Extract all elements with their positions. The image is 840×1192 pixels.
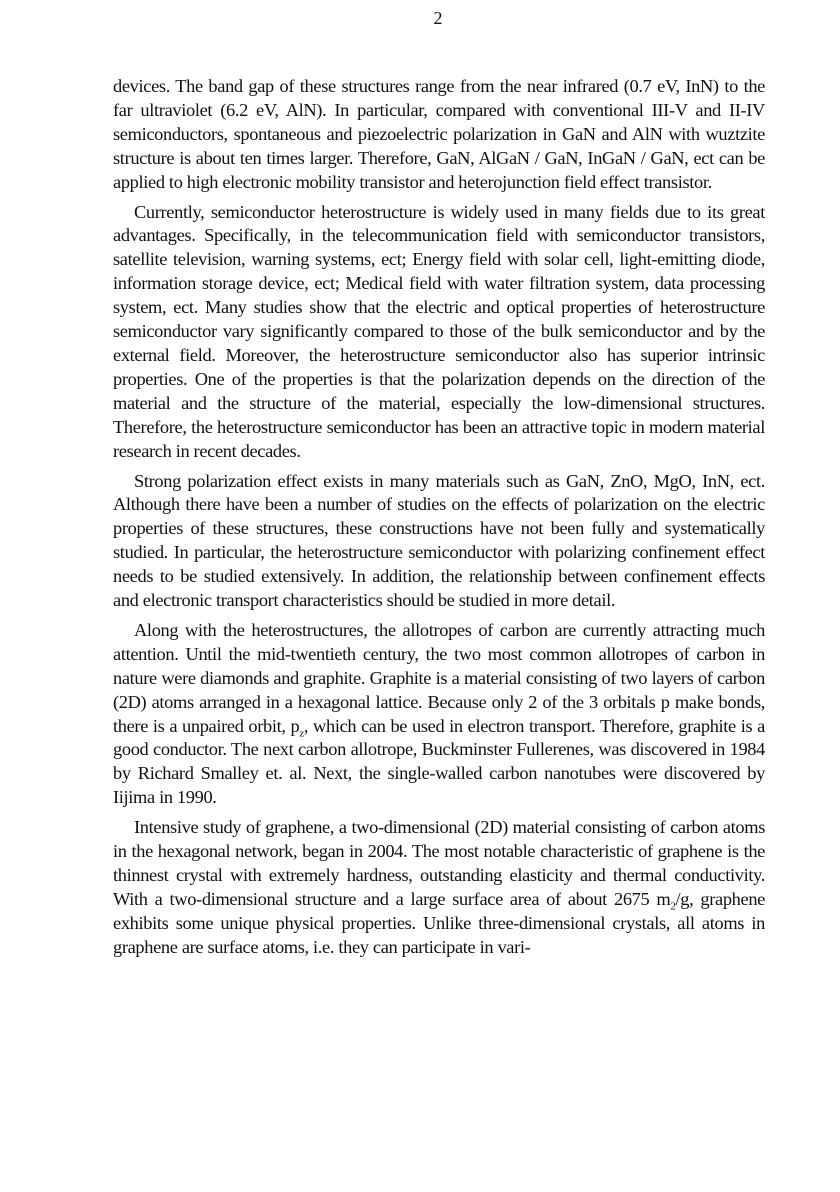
paragraph-graphene: [113, 816, 765, 959]
body-text: [113, 75, 765, 966]
paragraph-heterostructure-uses: Currently, semiconductor heterostructure is widely used in many fields due to its great advantages. Specifically, in the telecommunication field with semiconductor transistors, satellite television, warning systems, ect; Energy field with solar cell, light-emitting diode, information storage device, ect; Medical field with water filtration system, data processing system, ect. Many studies show that the electric and optical properties of heterostructure semiconductor vary significantly compared to those of the bulk semiconductor and by the external field. Moreover, the heterostructure semiconductor also has superior intrinsic properties. One of the properties is that the polarization depends on the direction of the material and the structure of the material, especially the low-dimensional structures. Therefore, the heterostructure semiconductor has been an attractive topic in modern material research in recent decades.: [113, 201, 765, 461]
paragraph-polarization-effect: Strong polarization effect exists in many materials such as GaN, ZnO, MgO, InN, ect. Although there have been a number of studies on the effects of polarization on the electric properties of these structures, these constructions have not been fully and systematically studied. In particular, the heterostructure semiconductor with polarizing confinement effect needs to be studied extensively. In addition, the relationship between confinement effects and electronic transport characteristics should be studied in more detail.: [113, 470, 765, 611]
paragraph-carbon-allotropes: [113, 619, 765, 810]
paragraph-text: Intensive study of graphene, a two-dimensional (2D) material consisting of carbon atoms in the hexagonal network, began in 2004. The most notable characteristic of graphene is the thinnest crystal with extremely hardness, outstanding elasticity and thermal conductivity. With a two-dimensional structure and a large surface area of about 2675 m: [113, 817, 765, 909]
paragraph-text: Along with the heterostructures, the allotropes of carbon are currently attracting much attention. Until the mid-twentieth century, the two most common allotropes of carbon in nature were diamonds and graphite. Graphite is a material consisting of two layers of carbon (2D) atoms arranged in a hexagonal lattice. Because only 2 of the 3 orbitals p make bonds, there is a unpaired orbit, p: [113, 619, 765, 736]
paragraph-text: /g, graphene exhibits some unique physical properties. Unlike three-dimensional crystals, all atoms in graphene are surface atoms, i.e. they can participate in vari-: [113, 888, 765, 957]
paragraph-text: , which can be used in electron transport. Therefore, graphite is a good conductor. The next carbon allotrope, Buckminster Fullerenes, was discovered in 1984 by Richard Smalley et. al. Next, the single-walled carbon nanotubes were discovered by Iijima in 1990.: [113, 715, 765, 808]
subscript: 2: [670, 900, 676, 913]
paragraph-band-gap: devices. The band gap of these structures range from the near infrared (0.7 eV, InN) to the far ultraviolet (6.2 eV, AlN). In particular, compared with conventional III-V and II-IV semiconductors, spontaneous and piezoelectric polarization in GaN and AlN with wuztzite structure is about ten times larger. Therefore, GaN, AlGaN / GaN, InGaN / GaN, ect can be applied to high electronic mobility transistor and heterojunction field effect transistor.: [113, 76, 765, 192]
page-number: 2: [433, 8, 443, 28]
subscript: z: [299, 727, 304, 740]
